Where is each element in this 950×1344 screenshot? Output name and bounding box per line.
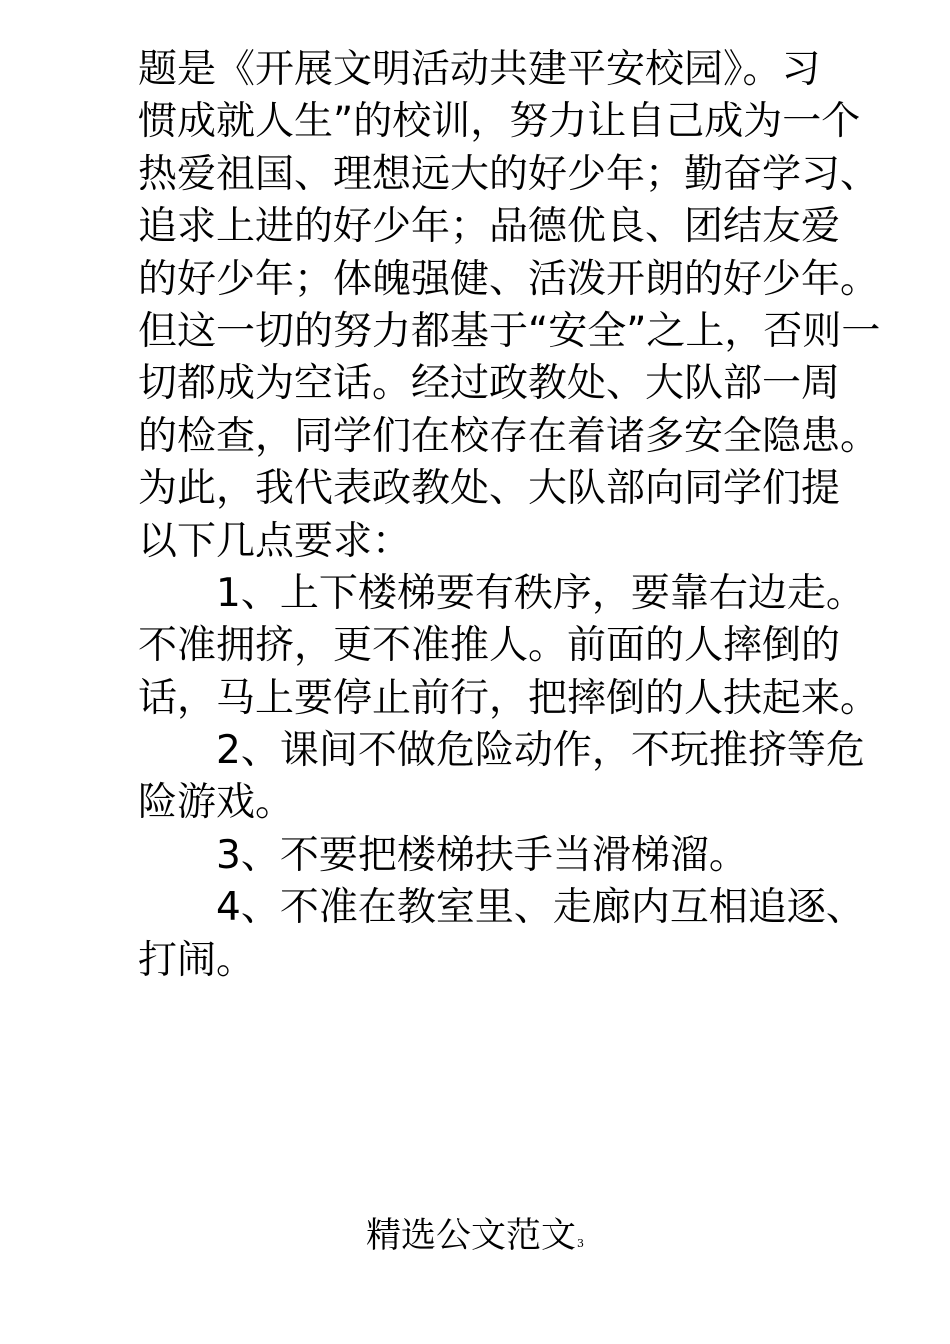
- body-line: 但这一切的努力都基于“安全”之上，否则一: [138, 308, 881, 354]
- page-number: 3: [577, 1237, 584, 1250]
- document-body: [138, 44, 898, 987]
- list-item-1-start: 1、上下楼梯要有秩序，要靠右边走。: [216, 570, 865, 616]
- body-line: 以下几点要求：: [138, 518, 412, 564]
- body-line: 惯成就人生”的校训，努力让自己成为一个: [138, 99, 861, 145]
- body-line: 不准拥挤，更不准推人。前面的人摔倒的: [138, 623, 841, 669]
- body-line: 切都成为空话。经过政教处、大队部一周: [138, 361, 841, 407]
- page-footer: [0, 1214, 950, 1266]
- body-line: 为此，我代表政教处、大队部向同学们提: [138, 466, 841, 512]
- body-line: 险游戏。: [138, 780, 295, 826]
- body-line: 追求上进的好少年；品德优良、团结友爱: [138, 204, 841, 250]
- body-line: 的好少年；体魄强健、活泼开朗的好少年。: [138, 256, 880, 302]
- body-line: 的检查，同学们在校存在着诸多安全隐患。: [138, 413, 880, 459]
- footer-label: 精选公文范文: [365, 1216, 576, 1256]
- list-item-4-start: 4、不准在教室里、走廊内互相追逐、: [216, 885, 865, 931]
- body-line: 题是《开展文明活动共建平安校园》。习: [138, 47, 821, 92]
- body-line: 话，马上要停止前行，把摔倒的人扶起来。: [138, 675, 880, 721]
- list-item-3: 3、不要把楼梯扶手当滑梯溜。: [216, 832, 748, 878]
- body-line: 热爱祖国、理想远大的好少年；勤奋学习、: [138, 151, 880, 197]
- list-item-2-start: 2、课间不做危险动作，不玩推挤等危: [216, 728, 865, 774]
- body-line: 打闹。: [138, 937, 256, 983]
